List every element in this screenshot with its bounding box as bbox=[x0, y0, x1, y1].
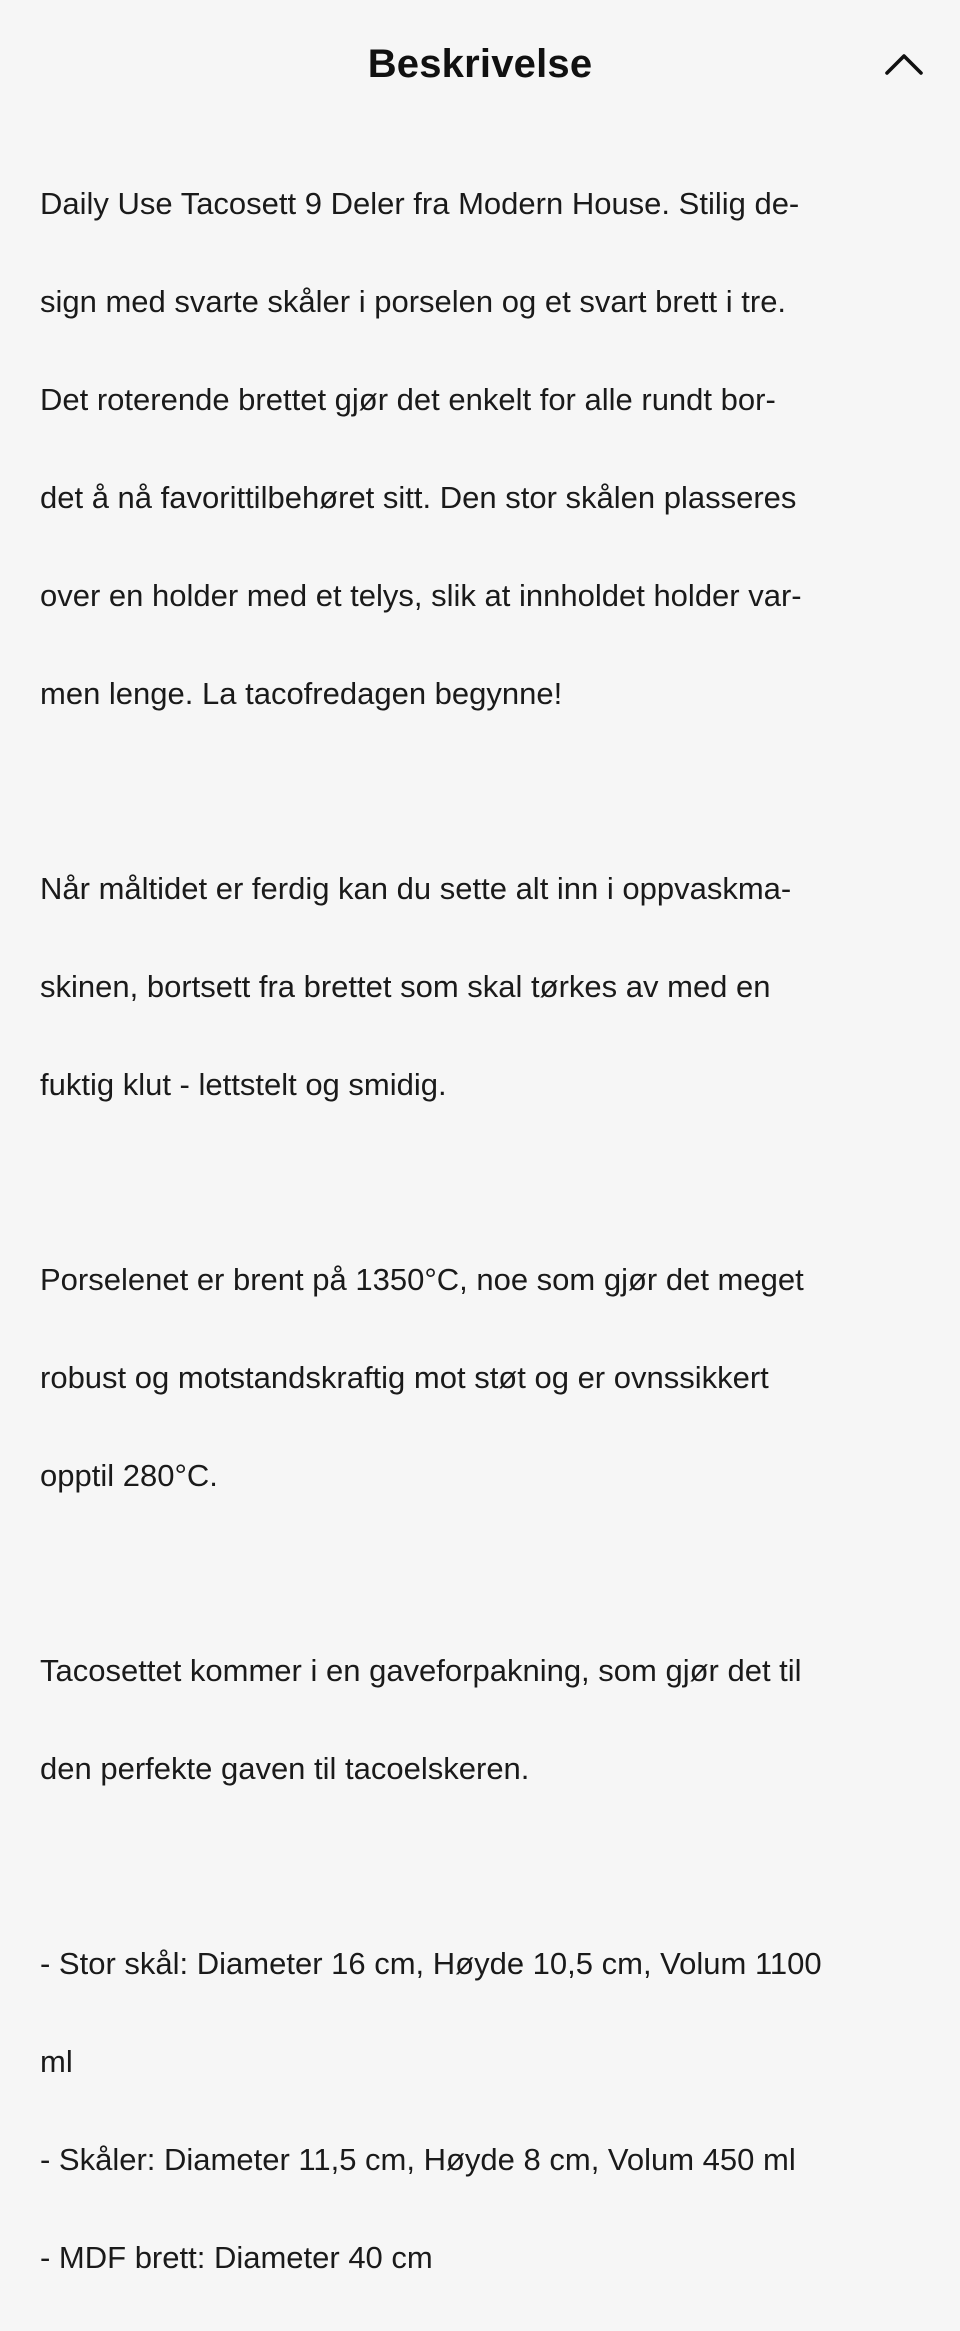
description-line: Daily Use Tacosett 9 Deler fra Modern House. Stilig de- bbox=[40, 186, 800, 221]
description-body bbox=[40, 130, 920, 2331]
description-line: sign med svarte skåler i porselen og et svart brett i tre. bbox=[40, 284, 787, 319]
description-line: men lenge. La tacofredagen begynne! bbox=[40, 676, 563, 711]
description-line: det å nå favorittilbehøret sitt. Den stor skålen plasseres bbox=[40, 480, 797, 515]
description-line: robust og motstandskraftig mot støt og er ovnssikkert bbox=[40, 1360, 769, 1395]
description-paragraph bbox=[40, 130, 920, 767]
accordion-title: Beskrivelse bbox=[367, 42, 593, 86]
description-line: over en holder med et telys, slik at innholdet holder var- bbox=[40, 578, 802, 613]
description-line: opptil 280°C. bbox=[40, 1458, 218, 1493]
description-line: Tacosettet kommer i en gaveforpakning, som gjør det til bbox=[40, 1653, 802, 1688]
spec-item: - MDF brett: Diameter 40 cm bbox=[40, 2240, 433, 2275]
description-line: Porselenet er brent på 1350°C, noe som gjør det meget bbox=[40, 1262, 804, 1297]
description-line: skinen, bortsett fra brettet som skal tørkes av med en bbox=[40, 969, 771, 1004]
chevron-up-icon[interactable] bbox=[882, 44, 926, 80]
spec-item: ml bbox=[40, 2044, 73, 2079]
spec-item: - Stor skål: Diameter 16 cm, Høyde 10,5 cm, Volum 1100 bbox=[40, 1946, 822, 1981]
description-paragraph bbox=[40, 1206, 920, 1549]
description-paragraph bbox=[40, 1597, 920, 1842]
specifications-list bbox=[40, 1890, 920, 2331]
description-line: den perfekte gaven til tacoelskeren. bbox=[40, 1751, 530, 1786]
description-line: Når måltidet er ferdig kan du sette alt inn i oppvaskma- bbox=[40, 871, 792, 906]
description-line: fuktig klut - lettstelt og smidig. bbox=[40, 1067, 447, 1102]
description-line: Det roterende brettet gjør det enkelt for alle rundt bor- bbox=[40, 382, 776, 417]
accordion-header[interactable] bbox=[0, 0, 960, 130]
spec-item: - Skåler: Diameter 11,5 cm, Høyde 8 cm, Volum 450 ml bbox=[40, 2142, 796, 2177]
description-paragraph bbox=[40, 815, 920, 1158]
